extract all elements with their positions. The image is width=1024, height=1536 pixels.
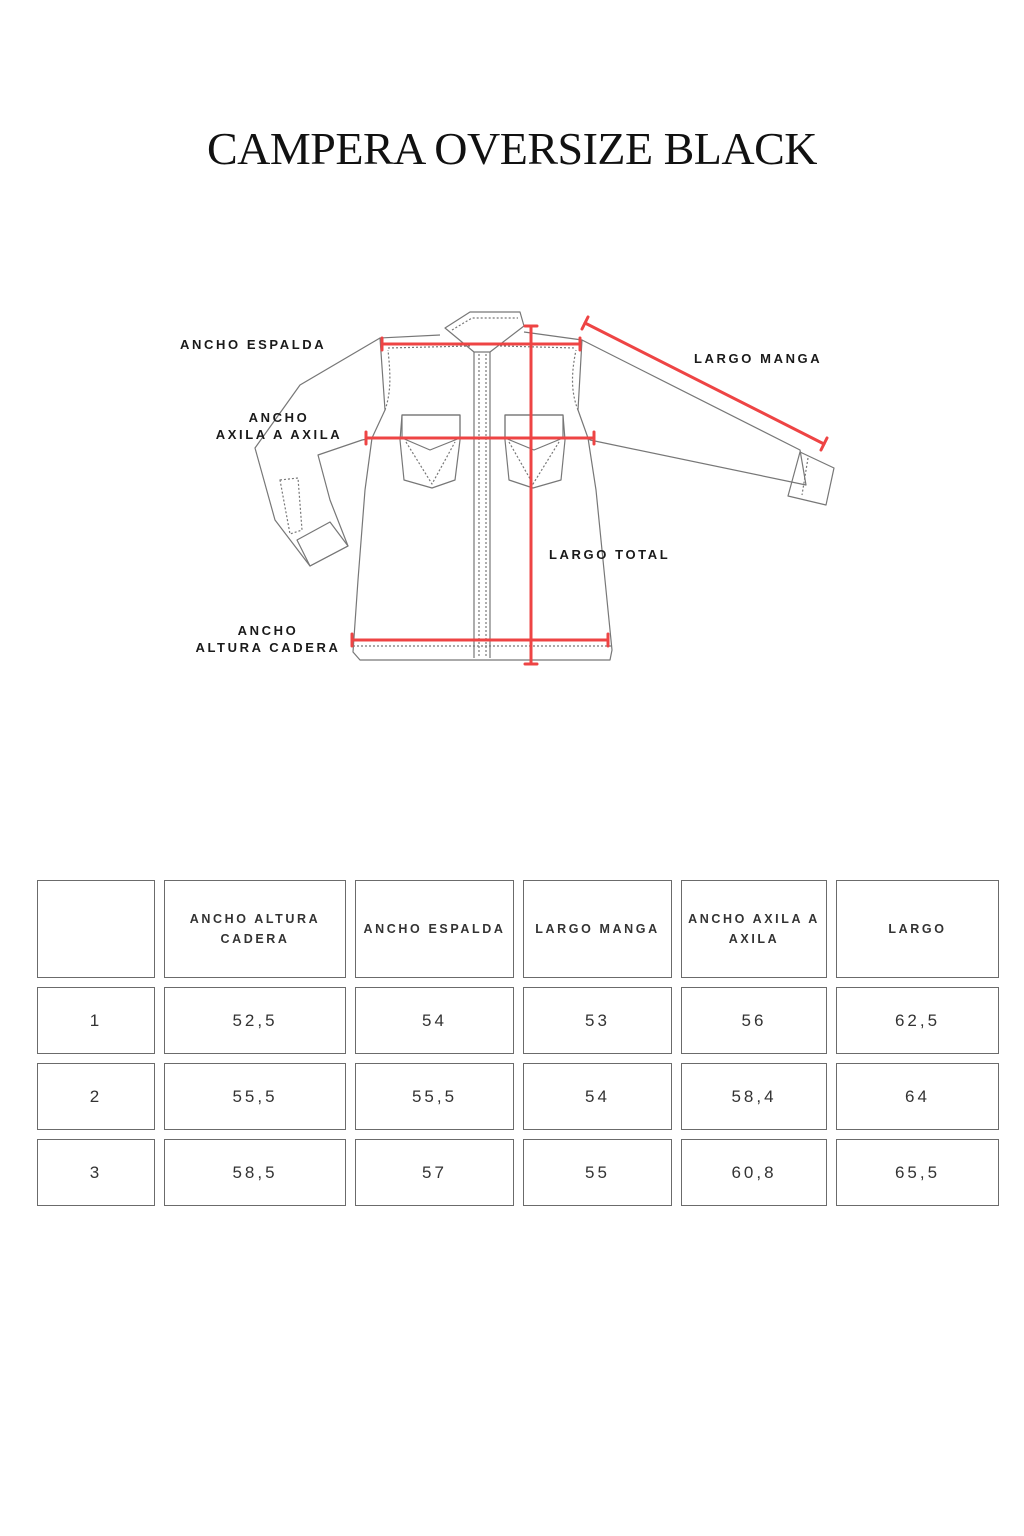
header-cell-largo: LARGO bbox=[836, 880, 999, 978]
pocket-left bbox=[400, 415, 460, 488]
label-ancho-axila bbox=[213, 409, 345, 443]
table-cell-size: 3 bbox=[37, 1139, 155, 1206]
armhole-seam bbox=[385, 350, 578, 410]
label-ancho-espalda: ANCHO ESPALDA bbox=[180, 337, 327, 352]
label-largo-total: LARGO TOTAL bbox=[549, 547, 671, 562]
table-cell: 60,8 bbox=[681, 1139, 827, 1206]
label-ancho-cadera bbox=[194, 622, 342, 656]
table-cell: 55,5 bbox=[355, 1063, 514, 1130]
right-cuff bbox=[788, 452, 834, 505]
left-cuff-placket bbox=[280, 478, 302, 534]
table-cell: 55 bbox=[523, 1139, 672, 1206]
label-ancho-axila-line2: AXILA A AXILA bbox=[215, 427, 343, 442]
table-cell: 58,5 bbox=[164, 1139, 346, 1206]
table-row bbox=[37, 1063, 999, 1130]
table-cell: 56 bbox=[681, 987, 827, 1054]
measure-largo-total bbox=[525, 326, 537, 664]
yoke-seam bbox=[388, 346, 576, 348]
table-cell-size: 2 bbox=[37, 1063, 155, 1130]
table-cell: 52,5 bbox=[164, 987, 346, 1054]
table-row bbox=[37, 1139, 999, 1206]
measure-ancho-espalda bbox=[382, 338, 580, 350]
table-cell: 55,5 bbox=[164, 1063, 346, 1130]
label-largo-manga: LARGO MANGA bbox=[694, 351, 823, 366]
size-table bbox=[28, 871, 1008, 1215]
header-cell-largo-manga: LARGO MANGA bbox=[523, 880, 672, 978]
header-cell-size bbox=[37, 880, 155, 978]
label-ancho-cadera-line1: ANCHO bbox=[237, 623, 299, 638]
collar-inner bbox=[452, 318, 518, 330]
header-cell-ancho-espalda: ANCHO ESPALDA bbox=[355, 880, 514, 978]
measure-largo-manga bbox=[582, 317, 827, 450]
placket bbox=[474, 352, 490, 658]
pocket-left-flap bbox=[402, 415, 460, 450]
table-cell: 58,4 bbox=[681, 1063, 827, 1130]
header-cell-ancho-altura-cadera: ANCHO ALTURA CADERA bbox=[164, 880, 346, 978]
table-cell: 53 bbox=[523, 987, 672, 1054]
table-row bbox=[37, 987, 999, 1054]
table-cell: 54 bbox=[523, 1063, 672, 1130]
table-cell: 64 bbox=[836, 1063, 999, 1130]
pocket-stitch bbox=[406, 442, 559, 484]
table-cell: 57 bbox=[355, 1139, 514, 1206]
page-title: CAMPERA OVERSIZE BLACK bbox=[206, 123, 818, 174]
pocket-right-flap bbox=[505, 415, 563, 450]
measure-ancho-cadera bbox=[352, 634, 608, 646]
label-ancho-cadera-line2: ALTURA CADERA bbox=[195, 640, 341, 655]
table-cell: 65,5 bbox=[836, 1139, 999, 1206]
pocket-right bbox=[505, 415, 565, 488]
label-ancho-axila-line1: ANCHO bbox=[248, 410, 310, 425]
table-cell: 62,5 bbox=[836, 987, 999, 1054]
header-cell-ancho-axila: ANCHO AXILA A AXILA bbox=[681, 880, 827, 978]
placket-stitch bbox=[479, 354, 486, 656]
jacket-sketch bbox=[0, 290, 1024, 690]
table-cell: 54 bbox=[355, 987, 514, 1054]
table-cell-size: 1 bbox=[37, 987, 155, 1054]
jacket-body bbox=[353, 332, 612, 660]
measurement-diagram bbox=[0, 290, 1024, 690]
table-header-row bbox=[37, 880, 999, 978]
